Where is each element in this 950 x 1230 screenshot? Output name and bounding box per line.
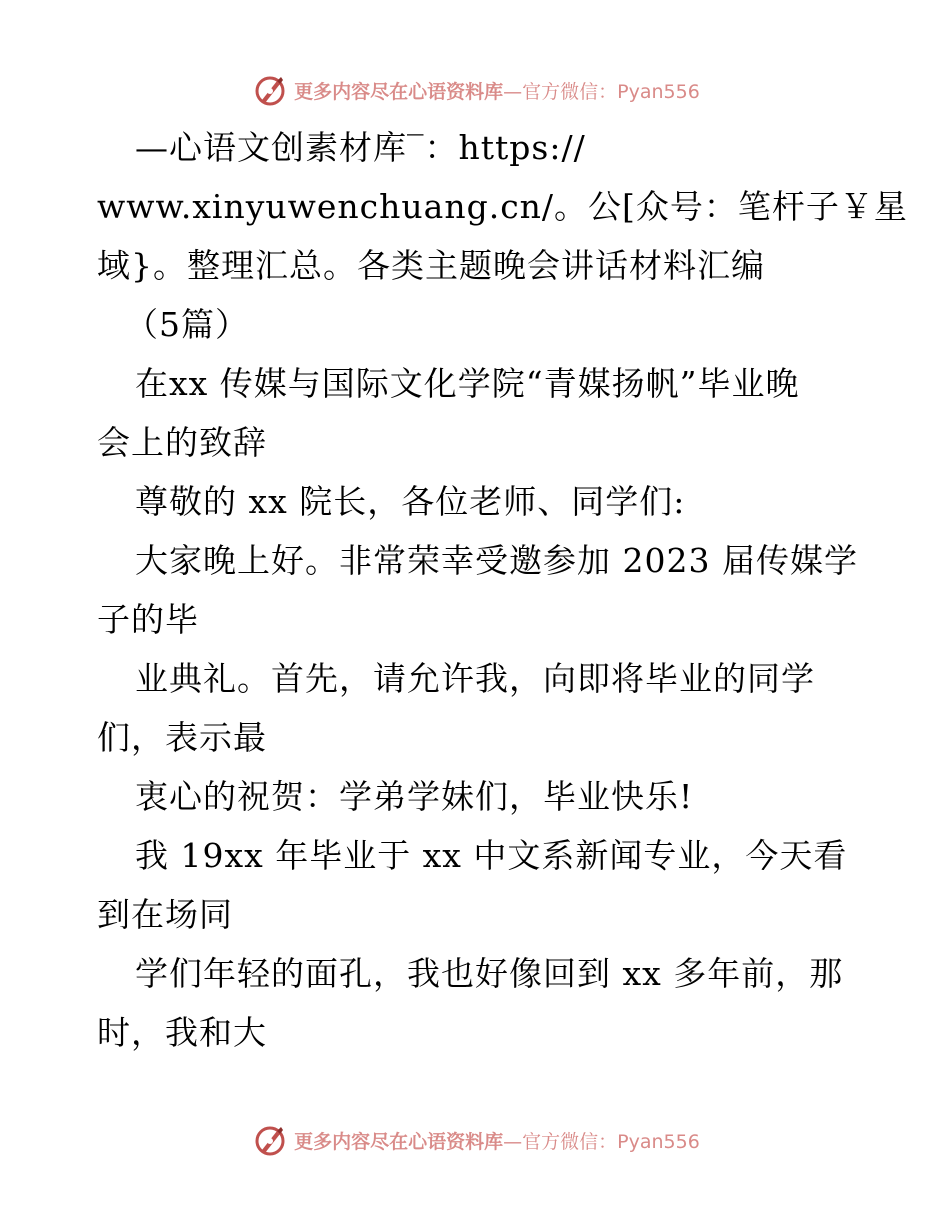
text-line: —心语文创素材库‾：https:// bbox=[135, 128, 586, 167]
watermark-text: 更多内容尽在心语资料库—官方微信：Pyan556 bbox=[294, 1130, 700, 1153]
pen-swirl-logo-icon bbox=[250, 1120, 290, 1160]
document-body bbox=[97, 118, 908, 1062]
watermark-text: 更多内容尽在心语资料库—官方微信：Pyan556 bbox=[294, 80, 700, 103]
text-line: 时，我和大 bbox=[97, 1013, 267, 1052]
text-line: 到在场同 bbox=[97, 895, 233, 934]
text-line: 学们年轻的面孔，我也好像回到 xx 多年前，那 bbox=[135, 954, 844, 993]
text-line: 大家晚上好。非常荣幸受邀参加 2023 届传媒学 bbox=[135, 541, 858, 580]
text-line: 业典礼。首先，请允许我，向即将毕业的同学 bbox=[135, 659, 815, 698]
header-watermark bbox=[0, 70, 950, 110]
text-line: 衷心的祝贺：学弟学妹们，毕业快乐! bbox=[135, 777, 694, 816]
text-line: www.xinyuwenchuang.cn/。公[众号：笔杆子￥星 bbox=[97, 187, 908, 226]
footer-watermark bbox=[0, 1120, 950, 1160]
text-line: （5篇） bbox=[125, 305, 249, 344]
salutation-line: 尊敬的 xx 院长，各位老师、同学们: bbox=[135, 482, 686, 521]
section-title-line: 会上的致辞 bbox=[97, 423, 267, 462]
pen-swirl-logo-icon bbox=[250, 70, 290, 110]
text-line: 们，表示最 bbox=[97, 718, 267, 757]
text-line: 我 19xx 年毕业于 xx 中文系新闻专业，今天看 bbox=[135, 836, 848, 875]
text-line: 域}。整理汇总。各类主题晚会讲话材料汇编 bbox=[97, 246, 765, 285]
section-title-line: 在xx 传媒与国际文化学院“青媒扬帆”毕业晚 bbox=[135, 364, 800, 403]
text-line: 子的毕 bbox=[97, 600, 199, 639]
